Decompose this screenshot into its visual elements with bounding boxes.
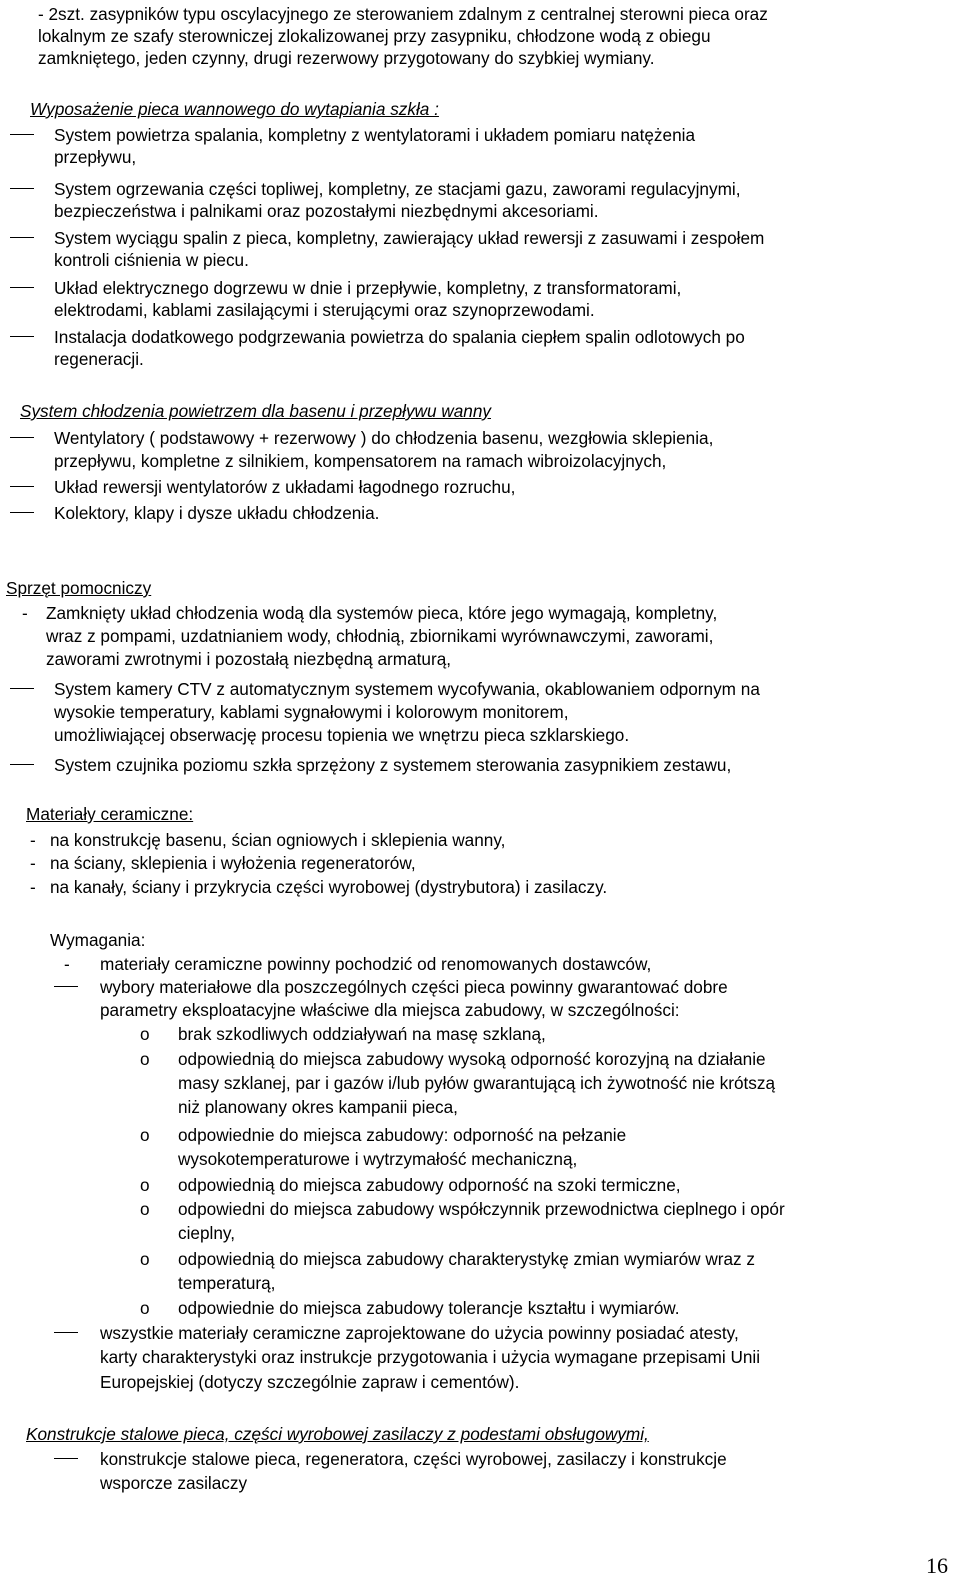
list-item-line: karty charakterystyki oraz instrukcje przygotowania i użycia wymagane przepisami Unii [100, 1347, 761, 1367]
sub-item-line: odpowiedni do miejsca zabudowy współczynnik przewodnictwa cieplnego i opór [178, 1199, 785, 1219]
dash-bullet [54, 1458, 78, 1459]
list-item-line: zaworami zwrotnymi i pozostałą niezbędną armaturą, [46, 649, 452, 669]
dash-bullet [10, 688, 34, 689]
list-item-line: wysokie temperatury, kablami sygnałowymi i kolorowym monitorem, [54, 702, 569, 722]
dash-bullet [10, 134, 34, 135]
list-item-line: Kolektory, klapy i dysze układu chłodzenia. [54, 503, 380, 523]
dash-bullet [10, 437, 34, 438]
sub-item-line: niż planowany okres kampanii pieca, [178, 1097, 458, 1117]
list-item-line: wsporcze zasilaczy [100, 1473, 248, 1493]
list-item-line: wszystkie materiały ceramiczne zaprojektowane do użycia powinny posiadać atesty, [100, 1323, 739, 1343]
intro-line-1: - 2szt. zasypników typu oscylacyjnego ze sterowaniem zdalnym z centralnej sterowni pieca oraz [38, 4, 768, 24]
list-item-line: przepływu, [54, 147, 137, 167]
list-item-line: przepływu, kompletne z silnikiem, kompensatorem na ramach wibroizolacyjnych, [54, 451, 667, 471]
circle-bullet: o [140, 1049, 150, 1069]
sub-item-line: wysokotemperaturowe i wytrzymałość mechaniczną, [178, 1149, 578, 1169]
sub-item-line: cieplny, [178, 1223, 235, 1243]
list-item-line: bezpieczeństwa i palnikami oraz pozostałymi niezbędnymi akcesoriami. [54, 201, 599, 221]
section-heading-steel-structures: Konstrukcje stalowe pieca, części wyrobowej zasilaczy z podestami obsługowymi, [26, 1424, 649, 1444]
list-item-line: System wyciągu spalin z pieca, kompletny, zawierający układ rewersji z zasuwami i zespołem [54, 228, 765, 248]
hyphen-bullet: - [30, 877, 36, 897]
sub-item-line: masy szklanej, par i gazów i/lub pyłów gwarantującą ich żywotność nie krótszą [178, 1073, 776, 1093]
list-item-line: System kamery CTV z automatycznym systemem wycofywania, okablowaniem odpornym na [54, 679, 760, 699]
circle-bullet: o [140, 1298, 150, 1318]
sub-item-line: brak szkodliwych oddziaływań na masę szklaną, [178, 1024, 546, 1044]
list-item-line: Zamknięty układ chłodzenia wodą dla systemów pieca, które jego wymagają, kompletny, [46, 603, 718, 623]
sub-item-line: odpowiednią do miejsca zabudowy charakterystykę zmian wymiarów wraz z [178, 1249, 755, 1269]
dash-bullet [10, 764, 34, 765]
intro-line-3: zamkniętego, jeden czynny, drugi rezerwowy przygotowany do szybkiej wymiany. [38, 48, 655, 68]
sub-item-line: odpowiednią do miejsca zabudowy odporność na szoki termiczne, [178, 1175, 681, 1195]
list-item-line: kontroli ciśnienia w piecu. [54, 250, 249, 270]
dash-bullet [54, 986, 78, 987]
list-item-line: umożliwiającej obserwację procesu topienia we wnętrzu pieca szklarskiego. [54, 725, 630, 745]
list-item-line: System czujnika poziomu szkła sprzężony z systemem sterowania zasypnikiem zestawu, [54, 755, 732, 775]
list-item-line: na ściany, sklepienia i wyłożenia regeneratorów, [50, 853, 416, 873]
dash-bullet [10, 512, 34, 513]
section-heading-ceramic-materials: Materiały ceramiczne: [26, 804, 194, 824]
dash-bullet [10, 188, 34, 189]
sub-item-line: temperaturą, [178, 1273, 276, 1293]
section-heading-air-cooling: System chłodzenia powietrzem dla basenu i przepływu wanny [20, 401, 491, 421]
list-item-line: wraz z pompami, uzdatnianiem wody, chłodnią, zbiornikami wyrównawczymi, zaworami, [46, 626, 714, 646]
list-item-line: elektrodami, kablami zasilającymi i sterującymi oraz szynoprzewodami. [54, 300, 595, 320]
circle-bullet: o [140, 1199, 150, 1219]
list-item-line: Wentylatory ( podstawowy + rezerwowy ) do chłodzenia basenu, wezgłowia sklepienia, [54, 428, 714, 448]
dash-bullet [10, 336, 34, 337]
sub-item-line: odpowiednie do miejsca zabudowy tolerancje kształtu i wymiarów. [178, 1298, 680, 1318]
circle-bullet: o [140, 1175, 150, 1195]
hyphen-bullet: - [64, 954, 70, 974]
sub-item-line: odpowiednią do miejsca zabudowy wysoką odporność korozyjną na działanie [178, 1049, 766, 1069]
list-item-line: parametry eksploatacyjne właściwe dla miejsca zabudowy, w szczególności: [100, 1000, 680, 1020]
dash-bullet [54, 1332, 78, 1333]
list-item-line: Europejskiej (dotyczy szczególnie zapraw i cementów). [100, 1372, 520, 1392]
list-item-line: na kanały, ściany i przykrycia części wyrobowej (dystrybutora) i zasilaczy. [50, 877, 608, 897]
dash-bullet [10, 237, 34, 238]
list-item-line: Układ elektrycznego dogrzewu w dnie i przepływie, kompletny, z transformatorami, [54, 278, 682, 298]
list-item-line: wybory materiałowe dla poszczególnych części pieca powinny gwarantować dobre [100, 977, 728, 997]
list-item-line: materiały ceramiczne powinny pochodzić od renomowanych dostawców, [100, 954, 652, 974]
sub-item-line: odpowiednie do miejsca zabudowy: odporność na pełzanie [178, 1125, 627, 1145]
hyphen-bullet: - [30, 830, 36, 850]
list-item-line: regeneracji. [54, 349, 144, 369]
section-heading-furnace-equipment: Wyposażenie pieca wannowego do wytapiania szkła : [30, 99, 439, 119]
list-item-line: konstrukcje stalowe pieca, regeneratora, części wyrobowej, zasilaczy i konstrukcje [100, 1449, 727, 1469]
hyphen-bullet: - [30, 853, 36, 873]
hyphen-bullet: - [22, 603, 28, 623]
list-item-line: Instalacja dodatkowego podgrzewania powietrza do spalania ciepłem spalin odlotowych po [54, 327, 745, 347]
list-item-line: na konstrukcję basenu, ścian ogniowych i sklepienia wanny, [50, 830, 506, 850]
list-item-line: System powietrza spalania, kompletny z wentylatorami i układem pomiaru natężenia [54, 125, 696, 145]
page-number: 16 [926, 1553, 948, 1578]
circle-bullet: o [140, 1249, 150, 1269]
intro-line-2: lokalnym ze szafy sterowniczej zlokalizowanej przy zasypniku, chłodzone wodą z obiegu [38, 26, 711, 46]
dash-bullet [10, 287, 34, 288]
section-heading-requirements: Wymagania: [50, 930, 146, 950]
circle-bullet: o [140, 1024, 150, 1044]
list-item-line: Układ rewersji wentylatorów z układami łagodnego rozruchu, [54, 477, 516, 497]
circle-bullet: o [140, 1125, 150, 1145]
list-item-line: System ogrzewania części topliwej, kompletny, ze stacjami gazu, zaworami regulacyjnymi, [54, 179, 741, 199]
dash-bullet [10, 486, 34, 487]
section-heading-auxiliary-equipment: Sprzęt pomocniczy [6, 578, 152, 598]
